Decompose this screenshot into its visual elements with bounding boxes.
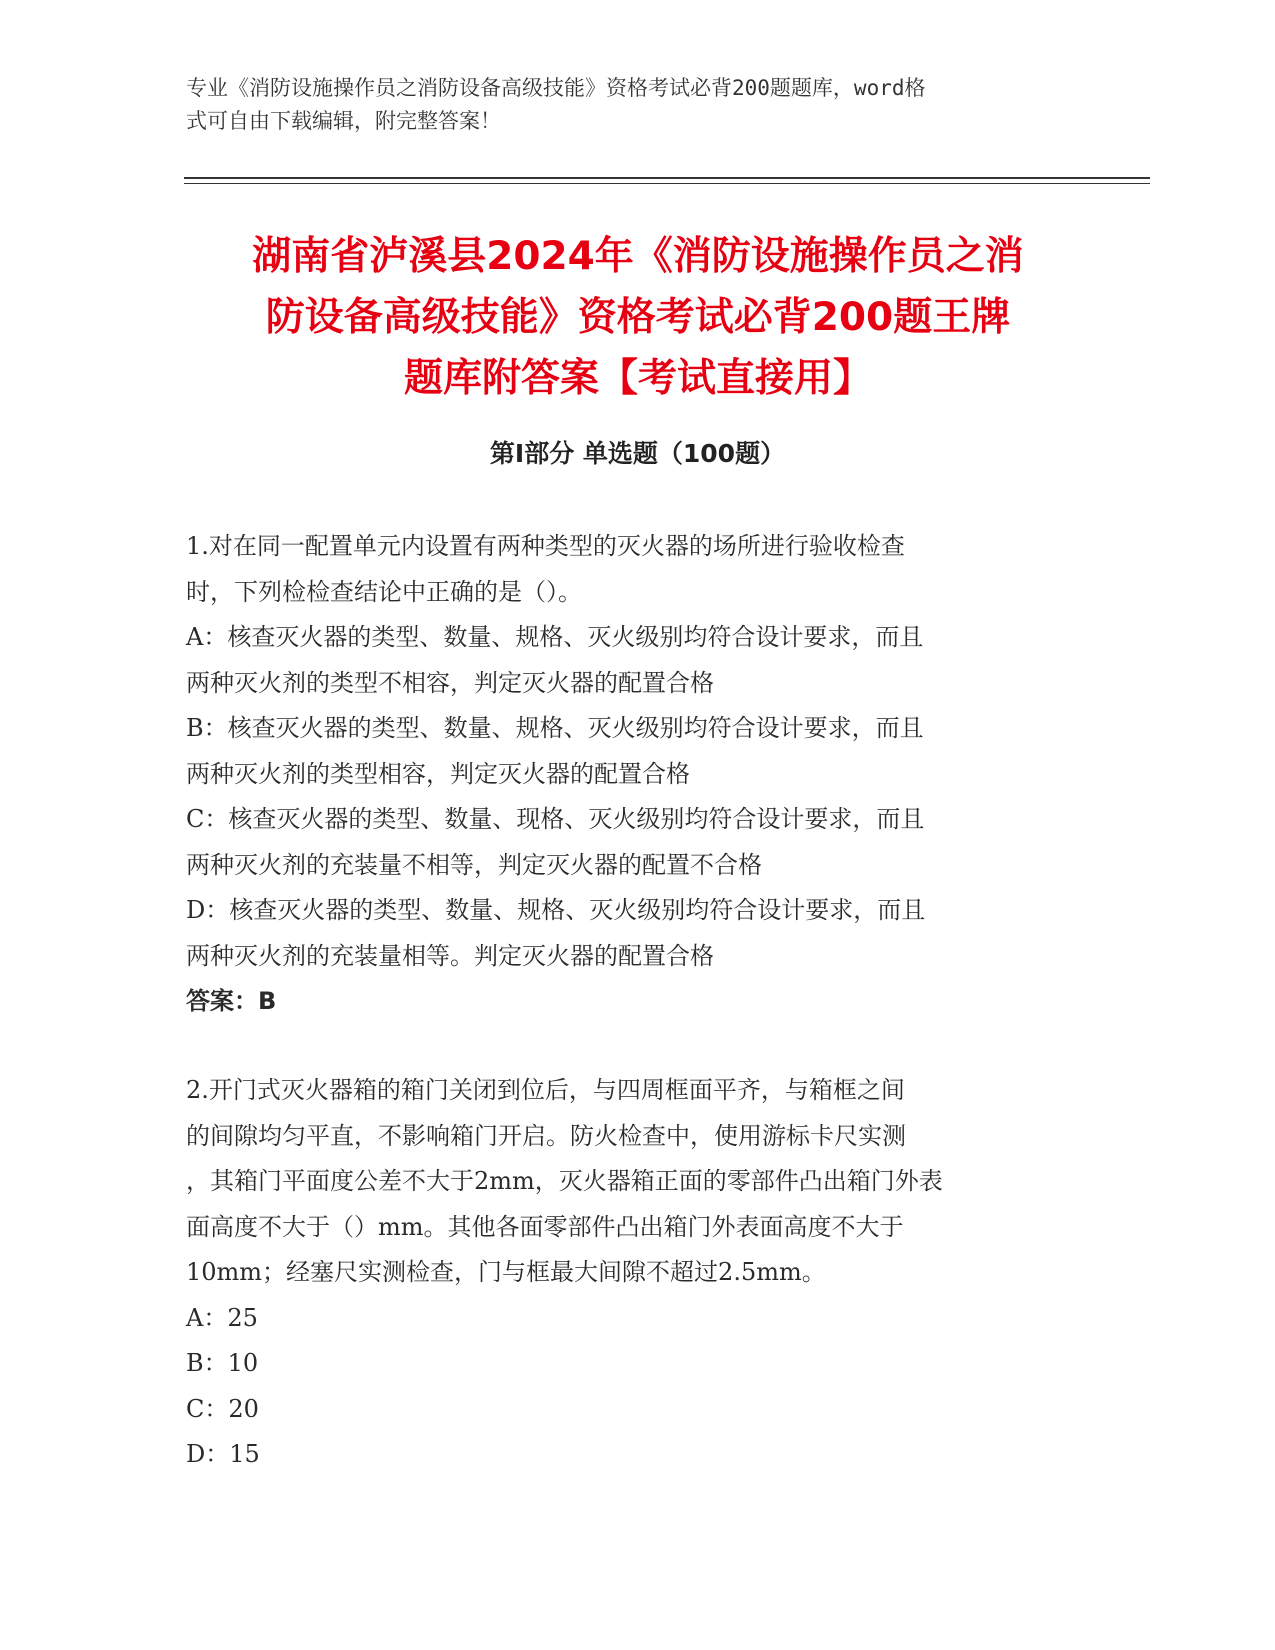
question-1: [186, 524, 1086, 1025]
question-stem-line: 面高度不大于（）mm。其他各面零部件凸出箱门外表面高度不大于: [186, 1212, 904, 1241]
answer-label: 答案：B: [186, 987, 277, 1015]
question-stem-line: ，其箱门平面度公差不大于2mm，灭火器箱正面的零部件凸出箱门外表: [186, 1167, 943, 1195]
option-d: D：15: [186, 1440, 260, 1468]
option-c: C：核查灭火器的类型、数量、现格、灭火级别均符合设计要求，而且: [186, 805, 925, 833]
header-divider: [184, 177, 1150, 179]
question-stem-line: 2.开门式灭火器箱的箱门关闭到位后，与四周框面平齐，与箱框之间: [186, 1076, 905, 1104]
question-stem-line: 的间隙均匀平直，不影响箱门开启。防火检查中，使用游标卡尺实测: [186, 1121, 906, 1150]
option-b-continued: 两种灭火剂的类型相容，判定灭火器的配置合格: [186, 759, 690, 788]
question-stem-line: 时，下列检检查结论中正确的是（）。: [186, 577, 582, 606]
document-title-line: 湖南省泸溪县2024年《消防设施操作员之消: [252, 234, 1024, 279]
header-divider: [184, 183, 1150, 184]
option-d: D：核查灭火器的类型、数量、规格、灭火级别均符合设计要求，而且: [186, 896, 926, 924]
section-title: 第I部分 单选题（100题）: [489, 439, 786, 468]
option-a-continued: 两种灭火剂的类型不相容，判定灭火器的配置合格: [186, 668, 714, 697]
header-note-line: 式可自由下载编辑，附完整答案！: [186, 109, 501, 133]
option-b: B：核查灭火器的类型、数量、规格、灭火级别均符合设计要求，而且: [186, 714, 924, 742]
option-d-continued: 两种灭火剂的充装量相等。判定灭火器的配置合格: [186, 941, 714, 970]
question-stem-line: 1.对在同一配置单元内设置有两种类型的灭火器的场所进行验收检查: [186, 532, 905, 560]
question-2: [186, 1068, 1086, 1478]
option-a: A：核查灭火器的类型、数量、规格、灭火级别均符合设计要求，而且: [186, 623, 924, 651]
document-title-line: 题库附答案【考试直接用】: [403, 356, 872, 401]
option-c-continued: 两种灭火剂的充装量不相等，判定灭火器的配置不合格: [186, 850, 762, 879]
option-b: B：10: [186, 1349, 259, 1377]
option-c: C：20: [186, 1394, 259, 1423]
document-title-line: 防设备高级技能》资格考试必背200题王牌: [265, 295, 1011, 340]
header-note: [186, 72, 1086, 138]
header-note-line: 专业《消防设施操作员之消防设备高级技能》资格考试必背200题题库，word格: [186, 76, 926, 100]
question-stem-line: 10mm；经塞尺实测检查，门与框最大间隙不超过2.5mm。: [186, 1258, 826, 1286]
option-a: A：25: [186, 1303, 258, 1332]
document-title: [180, 226, 1096, 409]
